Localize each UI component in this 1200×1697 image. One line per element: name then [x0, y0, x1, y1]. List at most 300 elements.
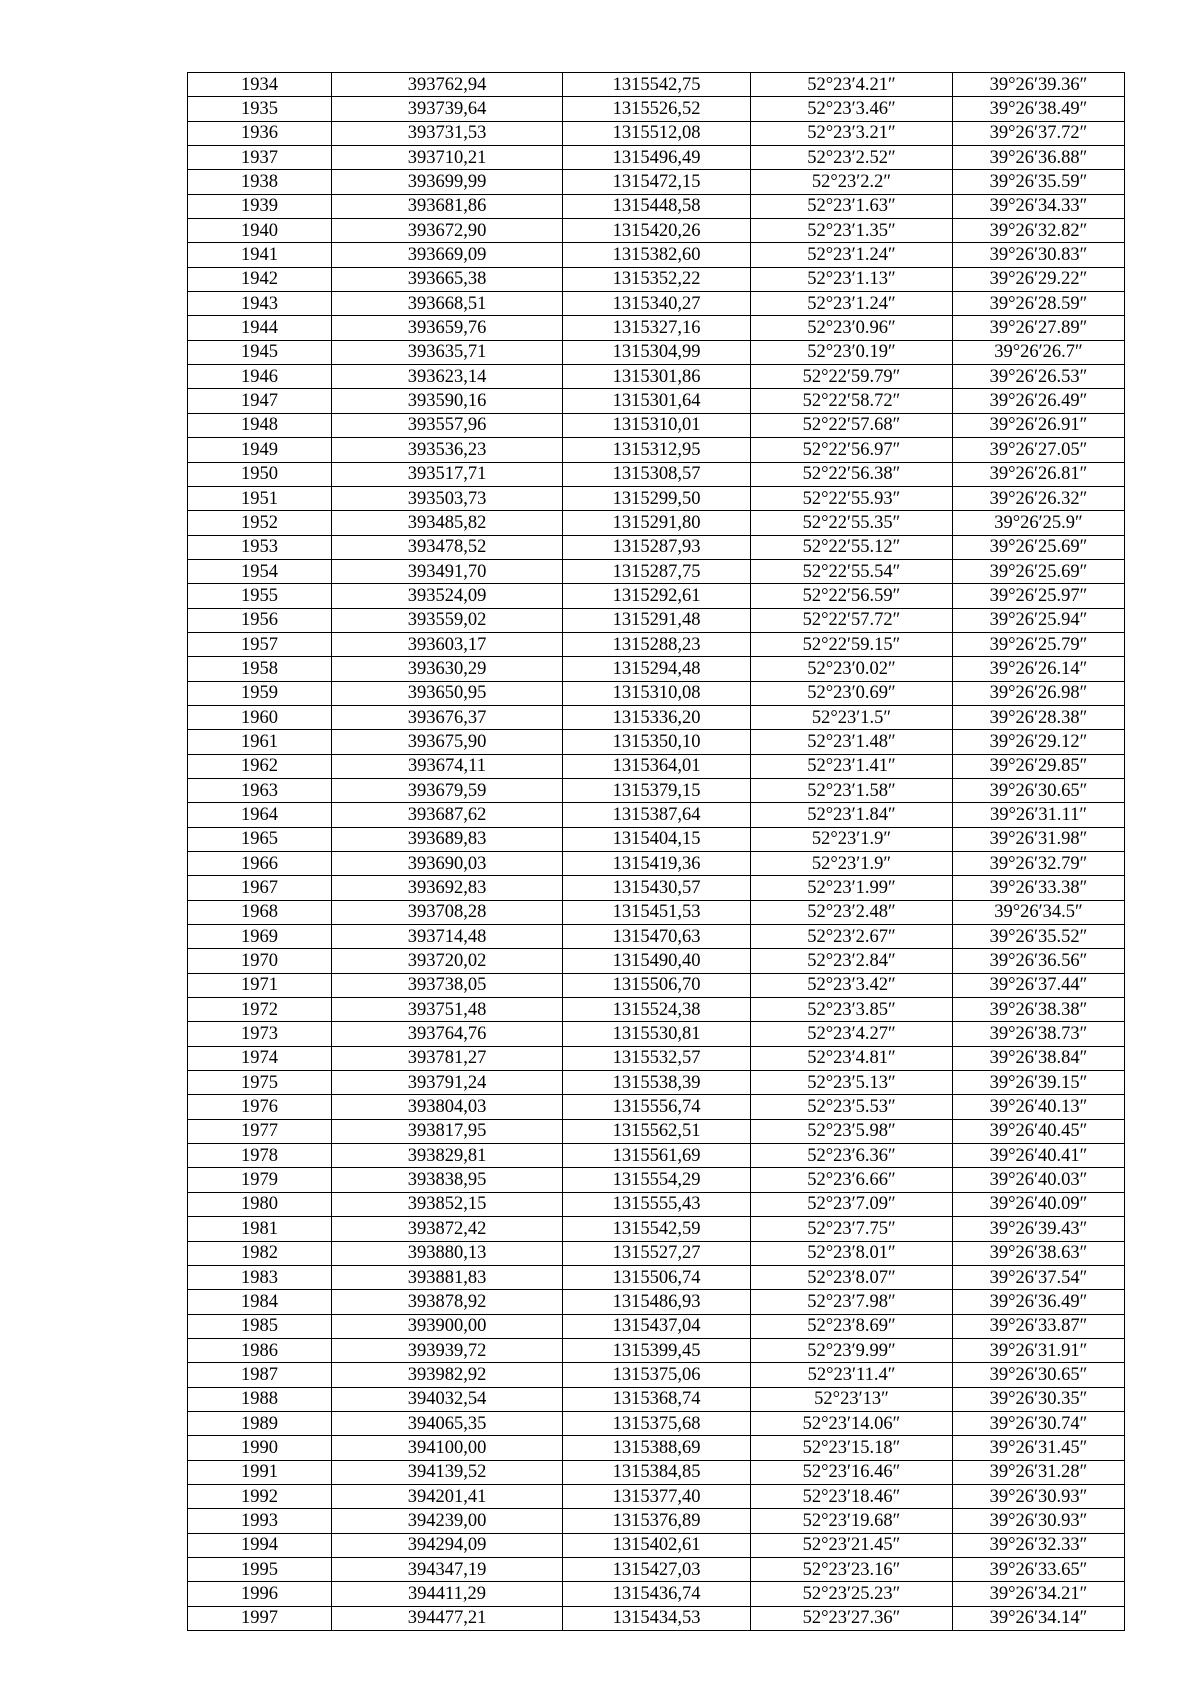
y-coordinate-cell: 1315437,04 — [563, 1314, 751, 1338]
y-coordinate-cell: 1315562,51 — [563, 1119, 751, 1143]
latitude-cell: 52°23′1.48″ — [751, 730, 953, 754]
y-coordinate-cell: 1315291,80 — [563, 511, 751, 535]
longitude-cell: 39°26′36.88″ — [953, 146, 1125, 170]
point-number-cell: 1941 — [188, 243, 332, 267]
point-number-cell: 1976 — [188, 1095, 332, 1119]
table-row — [188, 1241, 1125, 1265]
x-coordinate-cell: 394032,54 — [332, 1387, 563, 1411]
latitude-cell: 52°23′9.99″ — [751, 1338, 953, 1362]
longitude-cell: 39°26′31.98″ — [953, 827, 1125, 851]
longitude-cell: 39°26′29.12″ — [953, 730, 1125, 754]
y-coordinate-cell: 1315420,26 — [563, 219, 751, 243]
table-row — [188, 243, 1125, 267]
latitude-cell: 52°22′57.68″ — [751, 413, 953, 437]
x-coordinate-cell: 393635,71 — [332, 340, 563, 364]
point-number-cell: 1960 — [188, 705, 332, 729]
table-row — [188, 730, 1125, 754]
latitude-cell: 52°23′2.48″ — [751, 900, 953, 924]
longitude-cell: 39°26′32.82″ — [953, 219, 1125, 243]
longitude-cell: 39°26′40.45″ — [953, 1119, 1125, 1143]
x-coordinate-cell: 393829,81 — [332, 1144, 563, 1168]
latitude-cell: 52°22′55.35″ — [751, 511, 953, 535]
longitude-cell: 39°26′30.65″ — [953, 778, 1125, 802]
table-row — [188, 486, 1125, 510]
x-coordinate-cell: 394477,21 — [332, 1606, 563, 1630]
latitude-cell: 52°23′2.84″ — [751, 949, 953, 973]
point-number-cell: 1995 — [188, 1557, 332, 1581]
longitude-cell: 39°26′36.49″ — [953, 1290, 1125, 1314]
y-coordinate-cell: 1315470,63 — [563, 925, 751, 949]
x-coordinate-cell: 393739,64 — [332, 97, 563, 121]
y-coordinate-cell: 1315561,69 — [563, 1144, 751, 1168]
y-coordinate-cell: 1315382,60 — [563, 243, 751, 267]
longitude-cell: 39°26′39.43″ — [953, 1217, 1125, 1241]
latitude-cell: 52°23′21.45″ — [751, 1533, 953, 1557]
x-coordinate-cell: 393852,15 — [332, 1192, 563, 1216]
table-row — [188, 900, 1125, 924]
table-row — [188, 925, 1125, 949]
table-row — [188, 389, 1125, 413]
latitude-cell: 52°23′23.16″ — [751, 1557, 953, 1581]
x-coordinate-cell: 393731,53 — [332, 121, 563, 145]
latitude-cell: 52°23′8.69″ — [751, 1314, 953, 1338]
y-coordinate-cell: 1315340,27 — [563, 292, 751, 316]
x-coordinate-cell: 393679,59 — [332, 778, 563, 802]
table-row — [188, 340, 1125, 364]
latitude-cell: 52°22′57.72″ — [751, 608, 953, 632]
longitude-cell: 39°26′25.69″ — [953, 535, 1125, 559]
table-row — [188, 1314, 1125, 1338]
latitude-cell: 52°23′0.02″ — [751, 657, 953, 681]
y-coordinate-cell: 1315310,08 — [563, 681, 751, 705]
table-row — [188, 1046, 1125, 1070]
latitude-cell: 52°23′1.24″ — [751, 292, 953, 316]
x-coordinate-cell: 393590,16 — [332, 389, 563, 413]
x-coordinate-cell: 393710,21 — [332, 146, 563, 170]
latitude-cell: 52°23′1.84″ — [751, 803, 953, 827]
longitude-cell: 39°26′28.59″ — [953, 292, 1125, 316]
longitude-cell: 39°26′30.83″ — [953, 243, 1125, 267]
point-number-cell: 1993 — [188, 1509, 332, 1533]
table-row — [188, 316, 1125, 340]
point-number-cell: 1953 — [188, 535, 332, 559]
x-coordinate-cell: 393659,76 — [332, 316, 563, 340]
longitude-cell: 39°26′26.81″ — [953, 462, 1125, 486]
point-number-cell: 1938 — [188, 170, 332, 194]
table-row — [188, 559, 1125, 583]
latitude-cell: 52°23′3.42″ — [751, 973, 953, 997]
table-row — [188, 1484, 1125, 1508]
table-row — [188, 1217, 1125, 1241]
latitude-cell: 52°23′2.67″ — [751, 925, 953, 949]
y-coordinate-cell: 1315451,53 — [563, 900, 751, 924]
table-row — [188, 535, 1125, 559]
x-coordinate-cell: 393689,83 — [332, 827, 563, 851]
y-coordinate-cell: 1315530,81 — [563, 1022, 751, 1046]
x-coordinate-cell: 393668,51 — [332, 292, 563, 316]
y-coordinate-cell: 1315486,93 — [563, 1290, 751, 1314]
x-coordinate-cell: 393764,76 — [332, 1022, 563, 1046]
y-coordinate-cell: 1315312,95 — [563, 438, 751, 462]
table-row — [188, 1119, 1125, 1143]
latitude-cell: 52°23′1.5″ — [751, 705, 953, 729]
latitude-cell: 52°23′0.19″ — [751, 340, 953, 364]
point-number-cell: 1985 — [188, 1314, 332, 1338]
table-row — [188, 876, 1125, 900]
table-row — [188, 1387, 1125, 1411]
longitude-cell: 39°26′36.56″ — [953, 949, 1125, 973]
x-coordinate-cell: 393878,92 — [332, 1290, 563, 1314]
y-coordinate-cell: 1315375,68 — [563, 1411, 751, 1435]
point-number-cell: 1989 — [188, 1411, 332, 1435]
table-row — [188, 1192, 1125, 1216]
point-number-cell: 1973 — [188, 1022, 332, 1046]
longitude-cell: 39°26′32.33″ — [953, 1533, 1125, 1557]
y-coordinate-cell: 1315542,59 — [563, 1217, 751, 1241]
x-coordinate-cell: 393630,29 — [332, 657, 563, 681]
point-number-cell: 1957 — [188, 632, 332, 656]
x-coordinate-cell: 394347,19 — [332, 1557, 563, 1581]
point-number-cell: 1986 — [188, 1338, 332, 1362]
longitude-cell: 39°26′37.54″ — [953, 1265, 1125, 1289]
table-row — [188, 1582, 1125, 1606]
table-row — [188, 1144, 1125, 1168]
longitude-cell: 39°26′28.38″ — [953, 705, 1125, 729]
longitude-cell: 39°26′31.11″ — [953, 803, 1125, 827]
table-row — [188, 632, 1125, 656]
coordinates-table — [187, 72, 1125, 1631]
table-row — [188, 949, 1125, 973]
table-row — [188, 194, 1125, 218]
longitude-cell: 39°26′40.09″ — [953, 1192, 1125, 1216]
point-number-cell: 1942 — [188, 267, 332, 291]
table-row — [188, 511, 1125, 535]
y-coordinate-cell: 1315310,01 — [563, 413, 751, 437]
y-coordinate-cell: 1315350,10 — [563, 730, 751, 754]
x-coordinate-cell: 394294,09 — [332, 1533, 563, 1557]
point-number-cell: 1947 — [188, 389, 332, 413]
table-row — [188, 1095, 1125, 1119]
y-coordinate-cell: 1315327,16 — [563, 316, 751, 340]
y-coordinate-cell: 1315402,61 — [563, 1533, 751, 1557]
point-number-cell: 1936 — [188, 121, 332, 145]
x-coordinate-cell: 393517,71 — [332, 462, 563, 486]
y-coordinate-cell: 1315287,93 — [563, 535, 751, 559]
point-number-cell: 1968 — [188, 900, 332, 924]
latitude-cell: 52°23′15.18″ — [751, 1436, 953, 1460]
longitude-cell: 39°26′26.14″ — [953, 657, 1125, 681]
latitude-cell: 52°23′3.85″ — [751, 998, 953, 1022]
table-row — [188, 1509, 1125, 1533]
table-row — [188, 827, 1125, 851]
table-row — [188, 462, 1125, 486]
latitude-cell: 52°23′3.21″ — [751, 121, 953, 145]
longitude-cell: 39°26′38.73″ — [953, 1022, 1125, 1046]
x-coordinate-cell: 393939,72 — [332, 1338, 563, 1362]
y-coordinate-cell: 1315538,39 — [563, 1071, 751, 1095]
point-number-cell: 1961 — [188, 730, 332, 754]
point-number-cell: 1943 — [188, 292, 332, 316]
longitude-cell: 39°26′25.9″ — [953, 511, 1125, 535]
latitude-cell: 52°23′14.06″ — [751, 1411, 953, 1435]
y-coordinate-cell: 1315387,64 — [563, 803, 751, 827]
y-coordinate-cell: 1315512,08 — [563, 121, 751, 145]
point-number-cell: 1988 — [188, 1387, 332, 1411]
latitude-cell: 52°23′6.36″ — [751, 1144, 953, 1168]
y-coordinate-cell: 1315368,74 — [563, 1387, 751, 1411]
longitude-cell: 39°26′25.79″ — [953, 632, 1125, 656]
y-coordinate-cell: 1315556,74 — [563, 1095, 751, 1119]
table-row — [188, 146, 1125, 170]
x-coordinate-cell: 393676,37 — [332, 705, 563, 729]
latitude-cell: 52°22′55.12″ — [751, 535, 953, 559]
longitude-cell: 39°26′27.89″ — [953, 316, 1125, 340]
latitude-cell: 52°23′19.68″ — [751, 1509, 953, 1533]
longitude-cell: 39°26′32.79″ — [953, 852, 1125, 876]
x-coordinate-cell: 393804,03 — [332, 1095, 563, 1119]
longitude-cell: 39°26′40.03″ — [953, 1168, 1125, 1192]
y-coordinate-cell: 1315532,57 — [563, 1046, 751, 1070]
y-coordinate-cell: 1315379,15 — [563, 778, 751, 802]
point-number-cell: 1966 — [188, 852, 332, 876]
longitude-cell: 39°26′33.87″ — [953, 1314, 1125, 1338]
x-coordinate-cell: 393672,90 — [332, 219, 563, 243]
table-row — [188, 413, 1125, 437]
point-number-cell: 1950 — [188, 462, 332, 486]
latitude-cell: 52°23′1.9″ — [751, 852, 953, 876]
latitude-cell: 52°23′1.99″ — [751, 876, 953, 900]
point-number-cell: 1983 — [188, 1265, 332, 1289]
x-coordinate-cell: 393559,02 — [332, 608, 563, 632]
latitude-cell: 52°23′2.2″ — [751, 170, 953, 194]
longitude-cell: 39°26′33.38″ — [953, 876, 1125, 900]
longitude-cell: 39°26′34.5″ — [953, 900, 1125, 924]
longitude-cell: 39°26′31.28″ — [953, 1460, 1125, 1484]
longitude-cell: 39°26′26.91″ — [953, 413, 1125, 437]
y-coordinate-cell: 1315404,15 — [563, 827, 751, 851]
table-row — [188, 219, 1125, 243]
latitude-cell: 52°23′1.9″ — [751, 827, 953, 851]
y-coordinate-cell: 1315506,74 — [563, 1265, 751, 1289]
point-number-cell: 1980 — [188, 1192, 332, 1216]
x-coordinate-cell: 393880,13 — [332, 1241, 563, 1265]
point-number-cell: 1964 — [188, 803, 332, 827]
latitude-cell: 52°22′56.38″ — [751, 462, 953, 486]
x-coordinate-cell: 394411,29 — [332, 1582, 563, 1606]
point-number-cell: 1982 — [188, 1241, 332, 1265]
y-coordinate-cell: 1315287,75 — [563, 559, 751, 583]
x-coordinate-cell: 393536,23 — [332, 438, 563, 462]
point-number-cell: 1963 — [188, 778, 332, 802]
x-coordinate-cell: 394139,52 — [332, 1460, 563, 1484]
x-coordinate-cell: 393603,17 — [332, 632, 563, 656]
y-coordinate-cell: 1315294,48 — [563, 657, 751, 681]
y-coordinate-cell: 1315496,49 — [563, 146, 751, 170]
point-number-cell: 1959 — [188, 681, 332, 705]
x-coordinate-cell: 394201,41 — [332, 1484, 563, 1508]
longitude-cell: 39°26′33.65″ — [953, 1557, 1125, 1581]
x-coordinate-cell: 393623,14 — [332, 365, 563, 389]
y-coordinate-cell: 1315527,27 — [563, 1241, 751, 1265]
point-number-cell: 1948 — [188, 413, 332, 437]
longitude-cell: 39°26′40.41″ — [953, 1144, 1125, 1168]
latitude-cell: 52°23′1.58″ — [751, 778, 953, 802]
point-number-cell: 1996 — [188, 1582, 332, 1606]
x-coordinate-cell: 393674,11 — [332, 754, 563, 778]
latitude-cell: 52°23′16.46″ — [751, 1460, 953, 1484]
y-coordinate-cell: 1315301,86 — [563, 365, 751, 389]
longitude-cell: 39°26′40.13″ — [953, 1095, 1125, 1119]
longitude-cell: 39°26′30.93″ — [953, 1484, 1125, 1508]
latitude-cell: 52°22′56.59″ — [751, 584, 953, 608]
longitude-cell: 39°26′34.14″ — [953, 1606, 1125, 1630]
y-coordinate-cell: 1315377,40 — [563, 1484, 751, 1508]
point-number-cell: 1978 — [188, 1144, 332, 1168]
table-row — [188, 267, 1125, 291]
y-coordinate-cell: 1315506,70 — [563, 973, 751, 997]
latitude-cell: 52°23′8.01″ — [751, 1241, 953, 1265]
point-number-cell: 1967 — [188, 876, 332, 900]
longitude-cell: 39°26′35.52″ — [953, 925, 1125, 949]
point-number-cell: 1991 — [188, 1460, 332, 1484]
x-coordinate-cell: 394065,35 — [332, 1411, 563, 1435]
longitude-cell: 39°26′38.38″ — [953, 998, 1125, 1022]
latitude-cell: 52°23′13″ — [751, 1387, 953, 1411]
point-number-cell: 1940 — [188, 219, 332, 243]
latitude-cell: 52°23′3.46″ — [751, 97, 953, 121]
y-coordinate-cell: 1315336,20 — [563, 705, 751, 729]
table-row — [188, 852, 1125, 876]
y-coordinate-cell: 1315524,38 — [563, 998, 751, 1022]
longitude-cell: 39°26′37.72″ — [953, 121, 1125, 145]
table-row — [188, 1168, 1125, 1192]
x-coordinate-cell: 393900,00 — [332, 1314, 563, 1338]
y-coordinate-cell: 1315288,23 — [563, 632, 751, 656]
x-coordinate-cell: 393690,03 — [332, 852, 563, 876]
y-coordinate-cell: 1315427,03 — [563, 1557, 751, 1581]
latitude-cell: 52°23′25.23″ — [751, 1582, 953, 1606]
point-number-cell: 1935 — [188, 97, 332, 121]
table-row — [188, 681, 1125, 705]
latitude-cell: 52°22′59.15″ — [751, 632, 953, 656]
point-number-cell: 1944 — [188, 316, 332, 340]
x-coordinate-cell: 393557,96 — [332, 413, 563, 437]
point-number-cell: 1954 — [188, 559, 332, 583]
latitude-cell: 52°22′58.72″ — [751, 389, 953, 413]
table-row — [188, 121, 1125, 145]
point-number-cell: 1958 — [188, 657, 332, 681]
x-coordinate-cell: 393791,24 — [332, 1071, 563, 1095]
longitude-cell: 39°26′34.21″ — [953, 1582, 1125, 1606]
x-coordinate-cell: 393817,95 — [332, 1119, 563, 1143]
y-coordinate-cell: 1315490,40 — [563, 949, 751, 973]
latitude-cell: 52°22′59.79″ — [751, 365, 953, 389]
latitude-cell: 52°23′0.96″ — [751, 316, 953, 340]
y-coordinate-cell: 1315384,85 — [563, 1460, 751, 1484]
x-coordinate-cell: 393681,86 — [332, 194, 563, 218]
latitude-cell: 52°22′56.97″ — [751, 438, 953, 462]
longitude-cell: 39°26′26.49″ — [953, 389, 1125, 413]
point-number-cell: 1952 — [188, 511, 332, 535]
y-coordinate-cell: 1315542,75 — [563, 73, 751, 97]
table-row — [188, 705, 1125, 729]
x-coordinate-cell: 393872,42 — [332, 1217, 563, 1241]
y-coordinate-cell: 1315448,58 — [563, 194, 751, 218]
point-number-cell: 1955 — [188, 584, 332, 608]
point-number-cell: 1937 — [188, 146, 332, 170]
x-coordinate-cell: 393665,38 — [332, 267, 563, 291]
longitude-cell: 39°26′30.35″ — [953, 1387, 1125, 1411]
y-coordinate-cell: 1315430,57 — [563, 876, 751, 900]
point-number-cell: 1945 — [188, 340, 332, 364]
longitude-cell: 39°26′26.7″ — [953, 340, 1125, 364]
latitude-cell: 52°23′1.35″ — [751, 219, 953, 243]
point-number-cell: 1992 — [188, 1484, 332, 1508]
x-coordinate-cell: 393838,95 — [332, 1168, 563, 1192]
longitude-cell: 39°26′26.53″ — [953, 365, 1125, 389]
longitude-cell: 39°26′39.36″ — [953, 73, 1125, 97]
table-row — [188, 754, 1125, 778]
y-coordinate-cell: 1315352,22 — [563, 267, 751, 291]
longitude-cell: 39°26′35.59″ — [953, 170, 1125, 194]
x-coordinate-cell: 393982,92 — [332, 1363, 563, 1387]
latitude-cell: 52°22′55.93″ — [751, 486, 953, 510]
table-row — [188, 1363, 1125, 1387]
x-coordinate-cell: 393738,05 — [332, 973, 563, 997]
point-number-cell: 1975 — [188, 1071, 332, 1095]
y-coordinate-cell: 1315554,29 — [563, 1168, 751, 1192]
y-coordinate-cell: 1315472,15 — [563, 170, 751, 194]
longitude-cell: 39°26′30.93″ — [953, 1509, 1125, 1533]
y-coordinate-cell: 1315399,45 — [563, 1338, 751, 1362]
table-row — [188, 73, 1125, 97]
x-coordinate-cell: 393751,48 — [332, 998, 563, 1022]
point-number-cell: 1970 — [188, 949, 332, 973]
x-coordinate-cell: 393669,09 — [332, 243, 563, 267]
latitude-cell: 52°23′1.41″ — [751, 754, 953, 778]
latitude-cell: 52°23′8.07″ — [751, 1265, 953, 1289]
latitude-cell: 52°23′5.98″ — [751, 1119, 953, 1143]
table-row — [188, 97, 1125, 121]
longitude-cell: 39°26′29.22″ — [953, 267, 1125, 291]
table-row — [188, 438, 1125, 462]
latitude-cell: 52°23′1.63″ — [751, 194, 953, 218]
table-row — [188, 998, 1125, 1022]
point-number-cell: 1981 — [188, 1217, 332, 1241]
y-coordinate-cell: 1315419,36 — [563, 852, 751, 876]
x-coordinate-cell: 393714,48 — [332, 925, 563, 949]
latitude-cell: 52°23′6.66″ — [751, 1168, 953, 1192]
point-number-cell: 1979 — [188, 1168, 332, 1192]
point-number-cell: 1972 — [188, 998, 332, 1022]
table-row — [188, 778, 1125, 802]
x-coordinate-cell: 394239,00 — [332, 1509, 563, 1533]
y-coordinate-cell: 1315308,57 — [563, 462, 751, 486]
latitude-cell: 52°23′4.21″ — [751, 73, 953, 97]
latitude-cell: 52°22′55.54″ — [751, 559, 953, 583]
point-number-cell: 1956 — [188, 608, 332, 632]
x-coordinate-cell: 393881,83 — [332, 1265, 563, 1289]
latitude-cell: 52°23′0.69″ — [751, 681, 953, 705]
longitude-cell: 39°26′38.63″ — [953, 1241, 1125, 1265]
point-number-cell: 1984 — [188, 1290, 332, 1314]
table-row — [188, 170, 1125, 194]
point-number-cell: 1965 — [188, 827, 332, 851]
table-row — [188, 365, 1125, 389]
longitude-cell: 39°26′38.84″ — [953, 1046, 1125, 1070]
longitude-cell: 39°26′34.33″ — [953, 194, 1125, 218]
x-coordinate-cell: 393781,27 — [332, 1046, 563, 1070]
